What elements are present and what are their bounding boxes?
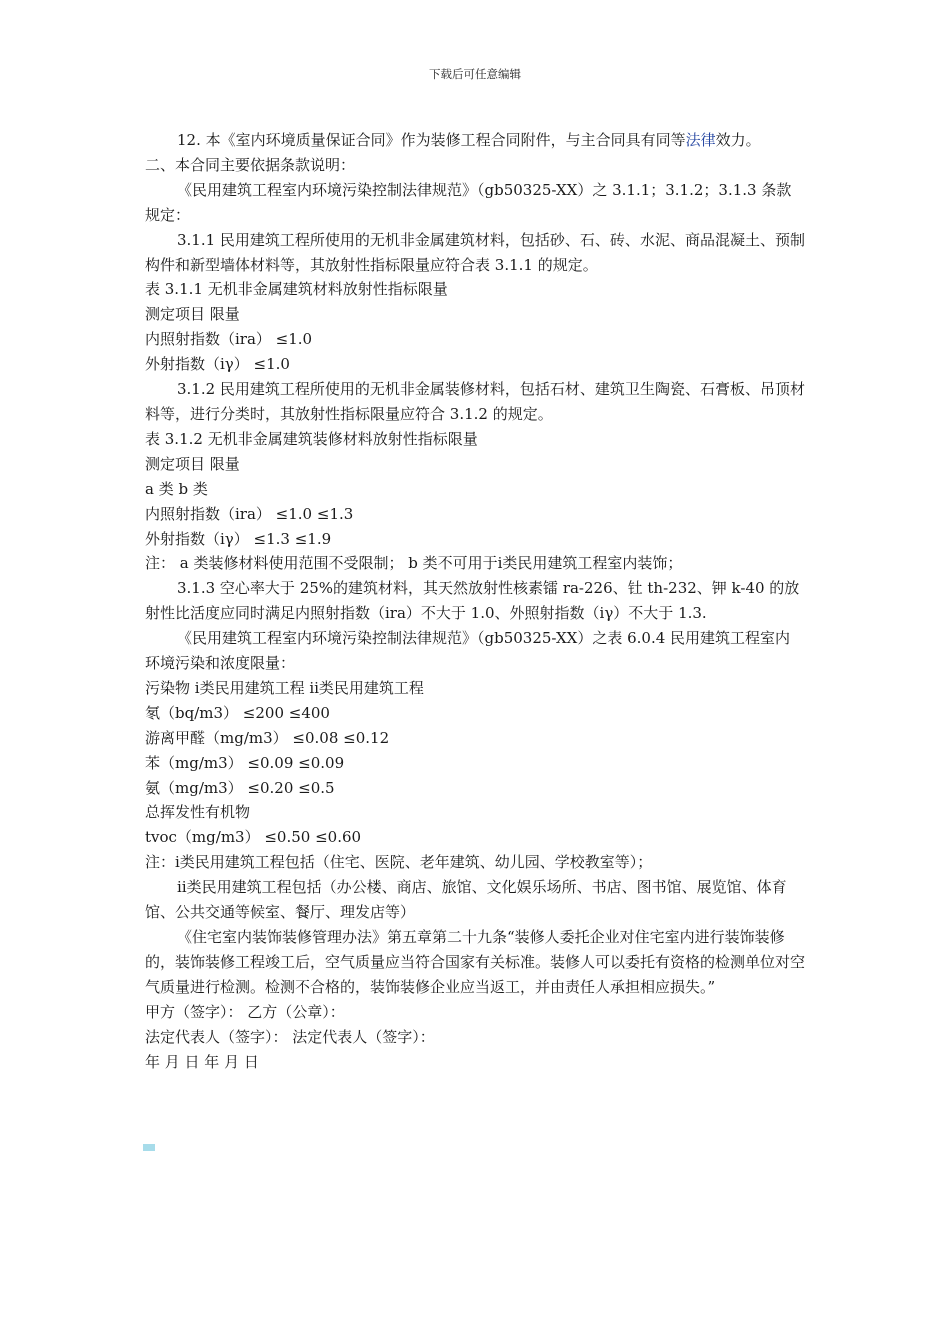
- signature-representatives: 法定代表人（签字）： 法定代表人（签字）：: [145, 1027, 435, 1046]
- table-3-1-2-title: 表 3.1.2 无机非金属建筑装修材料放射性指标限量: [145, 429, 478, 448]
- table-6-0-4-reference: 《民用建筑工程室内环境污染控制法律规范》（gb50325-XX）之表 6.0.4 民用建筑工程室内环境污染和浓度限量：: [145, 629, 791, 673]
- table-3-1-1-header: 测定项目 限量: [145, 305, 240, 324]
- note-a-b: 注： a 类装修材料使用范围不受限制； b 类不可用于ⅰ类民用建筑工程室内装饰；: [145, 554, 683, 573]
- pollutant-row: 总挥发性有机物: [145, 803, 251, 822]
- pollutant-row: tvoc（mg/m3） ≤0.50 ≤0.60: [145, 828, 362, 847]
- table-3-1-2-row: 外射指数（iγ） ≤1.3 ≤1.9: [145, 529, 332, 548]
- pollutant-row: 苯（mg/m3） ≤0.09 ≤0.09: [145, 753, 345, 772]
- section-heading: 二、本合同主要依据条款说明：: [145, 155, 356, 174]
- pollutant-row: 游离甲醛（mg/m3） ≤0.08 ≤0.12: [145, 728, 390, 747]
- table-3-1-2-subheader: a 类 b 类: [145, 479, 208, 498]
- clause-3-1-1: 3.1.1 民用建筑工程所使用的无机非金属建筑材料，包括砂、石、砖、水泥、商品混凝土、预制构件和新型墙体材料等，其放射性指标限量应符合表 3.1.1 的规定。: [145, 230, 805, 274]
- clause-3-1-3: 3.1.3 空心率大于 25%的建筑材料，其天然放射性核素镭 ra-226、钍 th-232、钾 k-40 的放射性比活度应同时满足内照射指数（ira）不大于 1.0、外照射指数（iγ）不大于 1.3.: [145, 579, 800, 623]
- clause-12: [145, 128, 805, 153]
- clause-12-tail: 效力。: [715, 131, 761, 149]
- signature-dates: 年 月 日 年 月 日: [145, 1052, 259, 1071]
- note-class-ii: ⅱ类民用建筑工程包括（办公楼、商店、旅馆、文化娱乐场所、书店、图书馆、展览馆、体育馆、公共交通等候室、餐厅、理发店等）: [145, 878, 787, 922]
- clause-3-1-2: 3.1.2 民用建筑工程所使用的无机非金属装修材料，包括石材、建筑卫生陶瓷、石膏板、吊顶材料等，进行分类时，其放射性指标限量应符合 3.1.2 的规定。: [145, 380, 805, 423]
- law-link[interactable]: 法律: [685, 131, 716, 149]
- document-body: [145, 128, 805, 1074]
- table-3-1-1-title: 表 3.1.1 无机非金属建筑材料放射性指标限量: [145, 280, 448, 299]
- table-3-1-2-row: 内照射指数（ira） ≤1.0 ≤1.3: [145, 504, 354, 523]
- page-header: 下载后可任意编辑: [429, 67, 521, 81]
- pollutant-table-header: 污染物 ⅰ类民用建筑工程 ⅱ类民用建筑工程: [145, 678, 424, 697]
- table-3-1-1-row: 内照射指数（ira） ≤1.0: [145, 330, 313, 349]
- housing-regulation-quote: 《住宅室内装饰装修管理办法》第五章第二十九条“装修人委托企业对住宅室内进行装饰装修的，装饰装修工程竣工后，空气质量应当符合国家有关标准。装修人可以委托有资格的检测单位对空气质量进行检测。检测不合格的，装饰装修企业应当返工，并由责任人承担相应损失。”: [145, 928, 806, 996]
- table-3-1-1-row: 外射指数（iγ） ≤1.0: [145, 355, 290, 374]
- signature-parties: 甲方（签字）： 乙方（公章）：: [145, 1002, 345, 1021]
- clause-12-text: 12. 本《室内环境质量保证合同》作为装修工程合同附件，与主合同具有同等: [177, 131, 686, 149]
- standard-reference: 《民用建筑工程室内环境污染控制法律规范》（gb50325-XX）之 3.1.1；3.1.2；3.1.3 条款规定：: [145, 180, 792, 224]
- pollutant-row: 氡（bq/m3） ≤200 ≤400: [145, 703, 330, 722]
- note-class-i: 注：ⅰ类民用建筑工程包括（住宅、医院、老年建筑、幼儿园、学校教室等）；: [145, 853, 653, 872]
- table-3-1-2-header: 测定项目 限量: [145, 454, 240, 473]
- text-cursor-marker: [143, 1144, 155, 1151]
- pollutant-row: 氨（mg/m3） ≤0.20 ≤0.5: [145, 778, 335, 797]
